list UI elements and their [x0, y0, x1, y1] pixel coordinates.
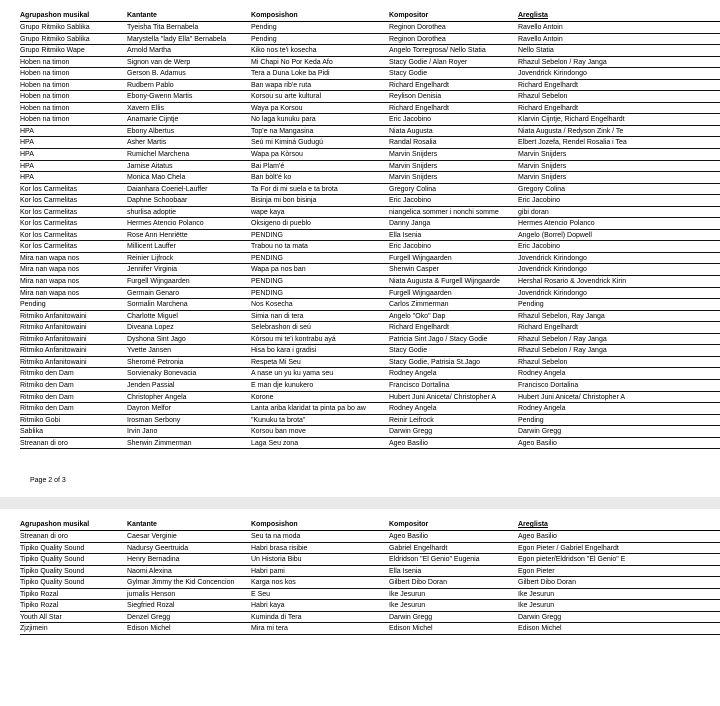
arranger-cell: Eric Jacobino: [518, 197, 561, 205]
group-cell: Tipiko Quality Sound: [20, 579, 85, 587]
arranger-cell: Rhazul Sebelon: [518, 93, 568, 101]
page-number: Page 2 of 3: [30, 477, 66, 484]
arranger-cell: Hubert Juni Aniceta/ Christopher A: [518, 393, 626, 401]
singer-cell: Irvin Jano: [127, 428, 158, 436]
singer-cell: Ebony-Gwenn Martis: [127, 93, 193, 101]
table-row: [20, 543, 720, 555]
singer-cell: Ebony Albertus: [127, 127, 175, 135]
table-row: [20, 57, 720, 69]
arranger-cell: Pending: [518, 416, 544, 424]
composition-cell: Kòrsou mi te'i kontrabu ayá: [251, 335, 336, 343]
group-cell: Mira nan wapa nos: [20, 278, 80, 286]
table-row: [20, 137, 720, 149]
arranger-cell: Egon pieter/Eldridson "El Genio" E: [518, 556, 626, 564]
group-cell: Ritmiko Anfanitowaini: [20, 358, 87, 366]
composition-cell: Top'e na Mangasina: [251, 127, 314, 135]
composition-cell: wape kaya: [251, 208, 285, 216]
table-row: [20, 172, 720, 184]
arranger-cell: Hermes Atencio Polanco: [518, 220, 595, 228]
table-row: [20, 288, 720, 300]
composition-cell: Kiko nos te'i kosecha: [251, 47, 317, 55]
composer-cell: Stacy Godie, Patrisia St.Jago: [389, 358, 481, 366]
composition-cell: Seú mi Kiminá Gudugú: [251, 139, 323, 147]
singer-cell: Reinier Lijfrock: [127, 254, 174, 262]
column-header-singer: Kantante: [127, 521, 157, 528]
table-row: [20, 438, 720, 450]
composition-cell: Habri brasa risibie: [251, 544, 308, 552]
composition-cell: Ban bòlt'é ko: [251, 174, 292, 182]
arranger-cell: Jovendrick Kirindongo: [518, 70, 587, 78]
group-cell: HPA: [20, 162, 34, 170]
table-row: [20, 184, 720, 196]
group-cell: Ritmiko Anfanitowaini: [20, 347, 87, 355]
composer-cell: Gregory Colina: [389, 185, 437, 193]
table-row: [20, 311, 720, 323]
table-row: [20, 195, 720, 207]
composition-cell: Laga Seu zona: [251, 439, 299, 447]
arranger-cell: Francisco Dortalina: [518, 381, 579, 389]
table-row: [20, 22, 720, 34]
table-row: [20, 34, 720, 46]
table-row: [20, 334, 720, 346]
composition-cell: Wapa pa nos ban: [251, 266, 306, 274]
composition-cell: Bisinja mi bon bisinja: [251, 197, 317, 205]
group-cell: Ritmiko den Dam: [20, 381, 74, 389]
singer-cell: Sormalin Marchena: [127, 301, 188, 309]
composition-cell: PENDING: [251, 278, 283, 286]
arranger-cell: Rodney Angela: [518, 370, 566, 378]
group-cell: HPA: [20, 151, 34, 159]
group-cell: Pending: [20, 301, 46, 309]
arranger-cell: Egon Pieter: [518, 567, 555, 575]
composer-cell: Patricia Sint Jago / Stacy Godie: [389, 335, 488, 343]
singer-cell: Daianhara Coeriel-Lauffer: [127, 185, 208, 193]
composition-cell: Mira mi tera: [251, 625, 288, 633]
singer-cell: Irosman Serbony: [127, 416, 181, 424]
arranger-cell: Ravello Antoin: [518, 35, 563, 43]
arranger-cell: Rhazul Sebelon: [518, 358, 568, 366]
composer-cell: Stacy Godie / Alan Royer: [389, 58, 468, 66]
table-row: [20, 149, 720, 161]
singer-cell: Anamarie Cijntje: [127, 116, 179, 124]
singer-cell: Xavern Ellis: [127, 104, 164, 112]
composer-cell: Ike Jesurun: [389, 590, 426, 598]
singer-cell: Jenden Passial: [127, 381, 175, 389]
composition-cell: Respeta Mi Seu: [251, 358, 301, 366]
table-row: [20, 403, 720, 415]
singer-cell: Millicent Lauffer: [127, 243, 176, 251]
composition-cell: Lanta ariba klaridat ta pinta pa bo aw: [251, 405, 366, 413]
group-cell: Grupo Ritmiko Wape: [20, 47, 85, 55]
composer-cell: Niata Augusta & Furgell Wijngaarde: [389, 278, 500, 286]
singer-cell: Sorvienaky Bonevacia: [127, 370, 197, 378]
table-row: [20, 218, 720, 230]
composition-cell: Karga nos kos: [251, 579, 296, 587]
table-row: [20, 531, 720, 543]
table-row: [20, 207, 720, 219]
composition-cell: Waya pa Korsou: [251, 104, 303, 112]
group-cell: Sablika: [20, 428, 43, 436]
group-cell: Ritmiko Anfanitowaini: [20, 324, 87, 332]
arranger-cell: gibi doran: [518, 208, 549, 216]
composition-cell: A nase un yu ku yama seu: [251, 370, 334, 378]
arranger-cell: Ike Jesurun: [518, 602, 555, 610]
composer-cell: Reginon Dorothea: [389, 35, 446, 43]
table-header-row: [20, 10, 720, 22]
group-cell: Tipiko Quality Sound: [20, 556, 85, 564]
arranger-cell: Marvin Snijders: [518, 151, 567, 159]
arranger-cell: Richard Engelhardt: [518, 81, 578, 89]
composition-cell: Ban wapa rib'e ruta: [251, 81, 312, 89]
singer-cell: Arnold Martha: [127, 47, 171, 55]
group-cell: Ritmiko Gobi: [20, 416, 61, 424]
arranger-cell: Nello Statia: [518, 47, 554, 55]
composer-cell: Darwin Gregg: [389, 428, 433, 436]
group-cell: Kor los Carmelitas: [20, 197, 78, 205]
composer-cell: Sherwin Casper: [389, 266, 439, 274]
composer-cell: Danny Janga: [389, 220, 431, 228]
group-cell: Ritmiko Anfanitowaini: [20, 335, 87, 343]
table-row: [20, 623, 720, 635]
composer-cell: niangelica sommer i nonchi somme: [389, 208, 499, 216]
singer-cell: Siegfried Rozal: [127, 602, 175, 610]
column-header-composition: Komposishon: [251, 521, 298, 528]
group-cell: Hoben na timon: [20, 81, 70, 89]
group-cell: Grupo Ritmiko Sablika: [20, 24, 90, 31]
singer-cell: Nadursy Geertruida: [127, 544, 189, 552]
composer-cell: Eric Jacobino: [389, 197, 432, 205]
composer-cell: Niata Augusta: [389, 127, 433, 135]
singer-cell: Dayron Melfor: [127, 405, 171, 413]
composition-cell: Hisa bo kara i gradisi: [251, 347, 317, 355]
singer-cell: Sherwin Zimmerman: [127, 439, 192, 447]
group-cell: Hoben na timon: [20, 93, 70, 101]
group-cell: Zjzjimein: [20, 625, 48, 633]
composer-cell: Marvin Snijders: [389, 174, 438, 182]
composition-cell: Pending: [251, 24, 277, 31]
table-row: [20, 554, 720, 566]
composer-cell: Furgell Wijngaarden: [389, 289, 452, 297]
group-cell: Streanan di oro: [20, 439, 68, 447]
arranger-cell: Edison Michel: [518, 625, 562, 633]
column-header-arranger: Areglista: [518, 12, 548, 19]
composition-cell: Trabou no ta mata: [251, 243, 308, 251]
singer-cell: Gylmar Jimmy the Kid Concencion: [127, 579, 235, 587]
composer-cell: Darwin Gregg: [389, 613, 433, 621]
composition-cell: E man dje kunukero: [251, 381, 314, 389]
table-row: [20, 264, 720, 276]
composer-cell: Angelo Torregrosa/ Nello Statia: [389, 47, 486, 55]
table-row: [20, 612, 720, 624]
composition-cell: Ta For di mi suela e ta brota: [251, 185, 338, 193]
composition-cell: Wapa pa Kòrsou: [251, 151, 303, 159]
arranger-cell: Hershal Rosario & Jovendrick Kirin: [518, 278, 627, 286]
document-page-3: [0, 509, 720, 706]
composition-cell: Bai Plam'é: [251, 162, 285, 170]
table-row: [20, 322, 720, 334]
singer-cell: Gerson B. Adamus: [127, 70, 186, 78]
table-row: [20, 126, 720, 138]
composition-cell: PENDING: [251, 231, 283, 239]
group-cell: Hoben na timon: [20, 58, 70, 66]
composer-cell: Eric Jacobino: [389, 116, 432, 124]
table-row: [20, 253, 720, 265]
composition-cell: Habri pami: [251, 567, 285, 575]
column-header-composition: Komposishon: [251, 12, 298, 19]
composition-cell: No laga kunuku para: [251, 116, 316, 124]
arranger-cell: Angelo (Borrel) Dopwell: [518, 231, 592, 239]
table-row: [20, 114, 720, 126]
table-row: [20, 357, 720, 369]
composition-cell: Nos Kosecha: [251, 301, 293, 309]
composition-cell: E Seu: [251, 590, 271, 598]
arranger-cell: Richard Engelhardt: [518, 104, 578, 112]
arranger-cell: Egon Pieter / Gabriel Engelhardt: [518, 544, 619, 552]
composer-cell: Ageo Basilio: [389, 439, 428, 447]
composition-cell: Simia nan di tera: [251, 312, 304, 320]
singer-cell: Rumichel Marchena: [127, 151, 190, 159]
singer-cell: Rudbern Pablo: [127, 81, 174, 89]
singer-cell: Tyeisha Tita Bernabela: [127, 24, 199, 31]
composition-cell: "Kunuku ta brota": [251, 416, 306, 424]
group-cell: Tipiko Rozal: [20, 590, 59, 598]
composer-cell: Furgell Wijngaarden: [389, 254, 452, 262]
table-row: [20, 241, 720, 253]
table-row: [20, 415, 720, 427]
singer-cell: Germain Genaro: [127, 289, 180, 297]
composer-cell: Ella Isenia: [389, 231, 422, 239]
singer-cell: Jarnise Aitatus: [127, 162, 173, 170]
table-row: [20, 161, 720, 173]
group-cell: Grupo Ritmiko Sablika: [20, 35, 90, 43]
group-cell: Ritmiko den Dam: [20, 393, 74, 401]
group-cell: Hoben na timon: [20, 104, 70, 112]
composition-cell: Kuminda di Tera: [251, 613, 302, 621]
singer-cell: Christopher Angela: [127, 393, 187, 401]
composition-cell: Korsou su arte kultural: [251, 93, 322, 101]
group-cell: Kor los Carmelitas: [20, 185, 78, 193]
singer-cell: Daphne Schoobaar: [127, 197, 188, 205]
group-cell: Youth All Star: [20, 613, 62, 621]
composer-cell: Edison Michel: [389, 625, 433, 633]
arranger-cell: Jovendrick Kirindongo: [518, 289, 587, 297]
table-row: [20, 230, 720, 242]
singer-cell: Diveana Lopez: [127, 324, 174, 332]
table-row: [20, 392, 720, 404]
group-cell: Ritmiko den Dam: [20, 405, 74, 413]
composer-cell: Richard Engelhardt: [389, 324, 449, 332]
group-cell: Hoben na timon: [20, 116, 70, 124]
composer-cell: Randal Rosalia: [389, 139, 437, 147]
singer-cell: Sheromé Petronia: [127, 358, 184, 366]
column-header-composer: Kompositor: [389, 12, 429, 19]
singer-cell: Edison Michel: [127, 625, 171, 633]
arranger-cell: Rhazul Sebelon / Ray Janga: [518, 58, 607, 66]
composer-cell: Stacy Godie: [389, 347, 428, 355]
arranger-cell: Elbert Jozefa, Rendel Rosalia i Tea: [518, 139, 627, 147]
table-row: [20, 380, 720, 392]
group-cell: Mira nan wapa nos: [20, 254, 80, 262]
group-cell: Kor los Carmelitas: [20, 243, 78, 251]
arranger-cell: Rhazul Sebelon / Ray Janga: [518, 335, 607, 343]
composer-cell: Gilbert Dibo Doran: [389, 579, 447, 587]
composer-cell: Ike Jesurun: [389, 602, 426, 610]
arranger-cell: Darwin Gregg: [518, 613, 562, 621]
arranger-cell: Richard Engelhardt: [518, 324, 578, 332]
composer-cell: Rodney Angela: [389, 405, 437, 413]
composer-cell: Francisco Dortalina: [389, 381, 450, 389]
arranger-cell: Gregory Colina: [518, 185, 566, 193]
table-row: [20, 600, 720, 612]
composition-cell: Oksigeno di pueblo: [251, 220, 311, 228]
table-row: [20, 91, 720, 103]
table-row: [20, 589, 720, 601]
singer-cell: Signon van de Werp: [127, 58, 191, 66]
composer-cell: Ageo Basilio: [389, 533, 428, 540]
arranger-cell: Niata Augusta / Redyson Zink / Te: [518, 127, 624, 135]
column-header-group: Agrupashon musikal: [20, 521, 90, 528]
column-header-singer: Kantante: [127, 12, 157, 19]
group-cell: Hoben na timon: [20, 70, 70, 78]
arranger-cell: Klarvin Cijntje, Richard Engelhardt: [518, 116, 625, 124]
arranger-cell: Rhazul Sebelon, Ray Janga: [518, 312, 605, 320]
arranger-cell: Marvin Snijders: [518, 162, 567, 170]
singer-cell: Jennifer Virginia: [127, 266, 178, 274]
singer-cell: Charlotte Miguel: [127, 312, 178, 320]
composition-cell: Korsou ban move: [251, 428, 306, 436]
arranger-cell: Ravello Antoin: [518, 24, 563, 31]
column-header-group: Agrupashon musikal: [20, 12, 90, 19]
composer-cell: Richard Engelhardt: [389, 104, 449, 112]
group-cell: Kor los Carmelitas: [20, 231, 78, 239]
credits-table: [20, 519, 720, 635]
composition-cell: Tera a Duna Loke ba Pidi: [251, 70, 330, 78]
composer-cell: Reinir Leifrock: [389, 416, 434, 424]
singer-cell: Caesar Verginie: [127, 533, 177, 540]
singer-cell: shurlisa adoptie: [127, 208, 177, 216]
singer-cell: Dyshona Sint Jago: [127, 335, 186, 343]
singer-cell: Rose Ann Henriëtte: [127, 231, 188, 239]
group-cell: HPA: [20, 127, 34, 135]
group-cell: Kor los Carmelitas: [20, 220, 78, 228]
table-header-row: [20, 519, 720, 531]
composition-cell: Korone: [251, 393, 274, 401]
group-cell: Ritmiko Anfanitowaini: [20, 312, 87, 320]
singer-cell: Yvette Jansen: [127, 347, 171, 355]
singer-cell: Hermes Atencio Polanco: [127, 220, 204, 228]
composition-cell: Selebrashon di seú: [251, 324, 311, 332]
table-row: [20, 103, 720, 115]
composer-cell: Reylison Denisia: [389, 93, 442, 101]
table-row: [20, 368, 720, 380]
arranger-cell: Gilbert Dibo Doran: [518, 579, 576, 587]
composer-cell: Hubert Juni Aniceta/ Christopher A: [389, 393, 497, 401]
composer-cell: Marvin Snijders: [389, 151, 438, 159]
group-cell: HPA: [20, 139, 34, 147]
table-row: [20, 276, 720, 288]
table-row: [20, 426, 720, 438]
table-row: [20, 577, 720, 589]
group-cell: Kor los Carmelitas: [20, 208, 78, 216]
arranger-cell: Pending: [518, 301, 544, 309]
singer-cell: Asher Martis: [127, 139, 167, 147]
composition-cell: Un Historia Bibu: [251, 556, 302, 564]
singer-cell: Furgell Wijngaarden: [127, 278, 190, 286]
arranger-cell: Eric Jacobino: [518, 243, 561, 251]
composer-cell: Ella Isenia: [389, 567, 422, 575]
composition-cell: Pending: [251, 35, 277, 43]
table-row: [20, 566, 720, 578]
composer-cell: Reginon Dorothea: [389, 24, 446, 31]
composer-cell: Eric Jacobino: [389, 243, 432, 251]
singer-cell: Denzel Gregg: [127, 613, 171, 621]
group-cell: HPA: [20, 174, 34, 182]
singer-cell: Naomi Alexina: [127, 567, 172, 575]
column-header-composer: Kompositor: [389, 521, 429, 528]
table-row: [20, 45, 720, 57]
composition-cell: PENDING: [251, 289, 283, 297]
composition-cell: Mi Chapi No Por Keda Afo: [251, 58, 333, 66]
singer-cell: Marystella "lady Ella" Bernabela: [127, 35, 227, 43]
composer-cell: Richard Engelhardt: [389, 81, 449, 89]
group-cell: Tipiko Quality Sound: [20, 567, 85, 575]
arranger-cell: Rodney Angela: [518, 405, 566, 413]
table-row: [20, 345, 720, 357]
composer-cell: Rodney Angela: [389, 370, 437, 378]
credits-table: [20, 10, 720, 449]
singer-cell: Henry Bernadina: [127, 556, 180, 564]
group-cell: Tipiko Rozal: [20, 602, 59, 610]
arranger-cell: Ageo Basilio: [518, 439, 557, 447]
group-cell: Streanan di oro: [20, 533, 68, 540]
composer-cell: Marvin Snijders: [389, 162, 438, 170]
composition-cell: Seu ta na moda: [251, 533, 301, 540]
table-row: [20, 299, 720, 311]
composer-cell: Eldridson "El Genio" Eugenia: [389, 556, 480, 564]
composer-cell: Gabriel Engelhardt: [389, 544, 448, 552]
arranger-cell: Rhazul Sebelon / Ray Janga: [518, 347, 607, 355]
arranger-cell: Ike Jesurun: [518, 590, 555, 598]
group-cell: Mira nan wapa nos: [20, 289, 80, 297]
arranger-cell: Marvin Snijders: [518, 174, 567, 182]
group-cell: Ritmiko den Dam: [20, 370, 74, 378]
table-row: [20, 80, 720, 92]
group-cell: Tipiko Quality Sound: [20, 544, 85, 552]
composition-cell: Habri kaya: [251, 602, 285, 610]
arranger-cell: Darwin Gregg: [518, 428, 562, 436]
singer-cell: Monica Mao Chela: [127, 174, 186, 182]
arranger-cell: Jovendrick Kirindongo: [518, 266, 587, 274]
composer-cell: Carlos Zimmerman: [389, 301, 449, 309]
singer-cell: jurnalis Henson: [127, 590, 176, 598]
table-row: [20, 68, 720, 80]
arranger-cell: Jovendrick Kirindongo: [518, 254, 587, 262]
column-header-arranger: Areglista: [518, 521, 548, 528]
composer-cell: Angelo "Oko" Dap: [389, 312, 446, 320]
group-cell: Mira nan wapa nos: [20, 266, 80, 274]
arranger-cell: Ageo Basilio: [518, 533, 557, 540]
composer-cell: Stacy Godie: [389, 70, 428, 78]
composition-cell: PENDING: [251, 254, 283, 262]
